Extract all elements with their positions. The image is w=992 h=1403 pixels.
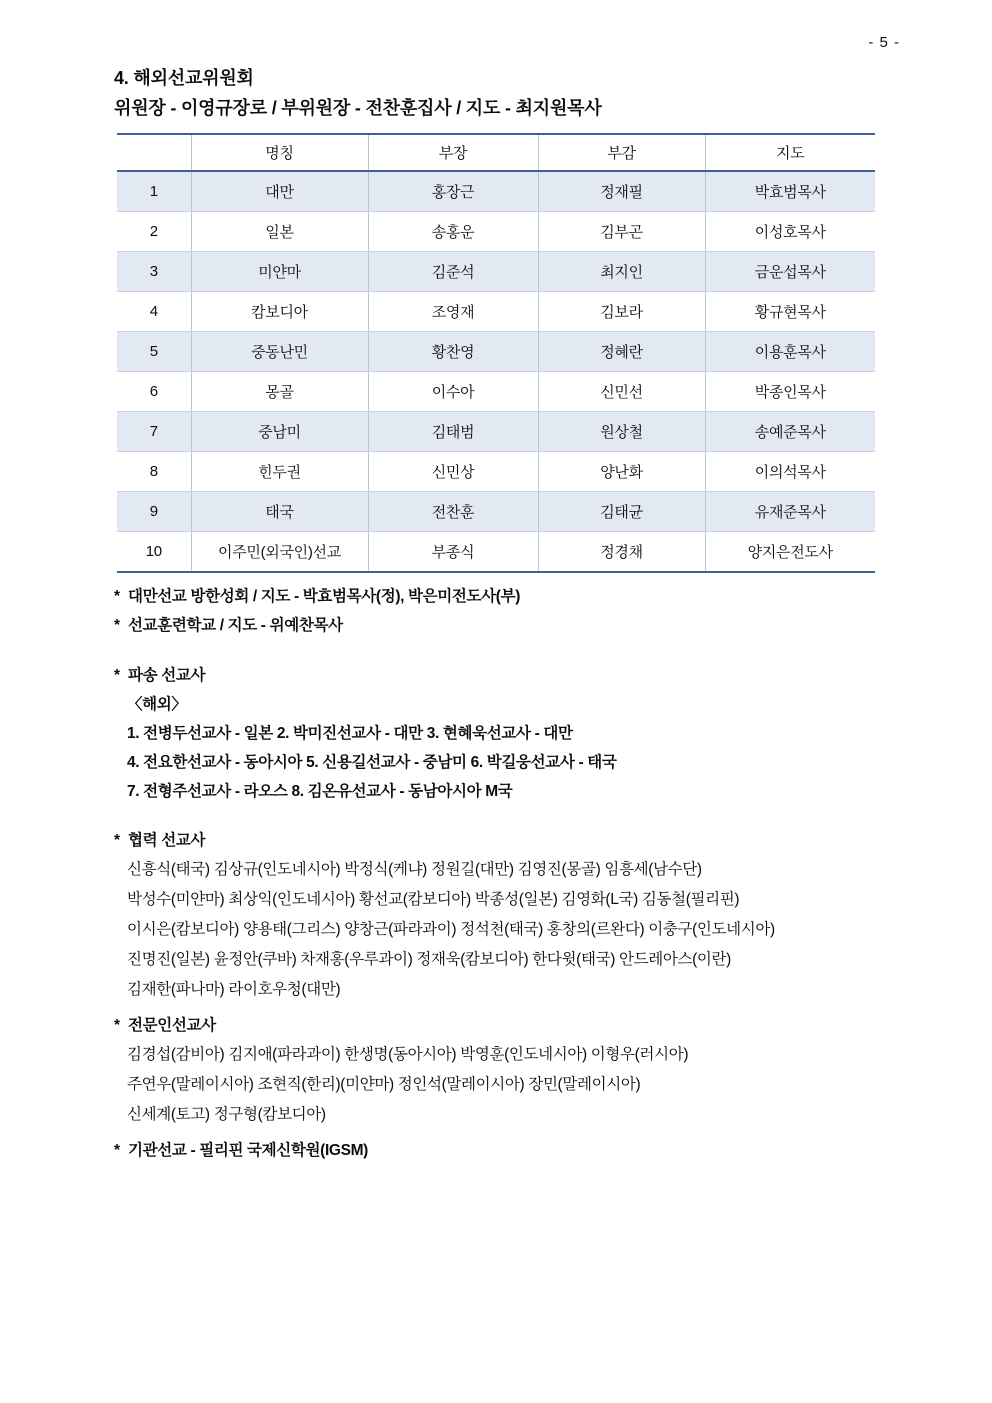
cooperative-heading-text: 협력 선교사 xyxy=(128,832,206,849)
cell-no: 3 xyxy=(117,252,191,292)
institution-text: 기관선교 - 필리핀 국제신학원(IGSM) xyxy=(128,1142,368,1159)
table-row xyxy=(117,252,875,292)
cell-guide: 이용훈목사 xyxy=(705,332,875,372)
dispatched-line: 7. 전형주선교사 - 라오스 8. 김온유선교사 - 동남아시아 M국 xyxy=(127,783,513,800)
table-row xyxy=(117,452,875,492)
cell-head: 김태범 xyxy=(368,412,538,452)
cell-name: 미얀마 xyxy=(191,252,368,292)
asterisk-icon: * xyxy=(114,617,120,634)
asterisk-icon: * xyxy=(114,1142,120,1159)
cell-no: 1 xyxy=(117,171,191,212)
table-row xyxy=(117,412,875,452)
dispatched-line: 1. 전병두선교사 - 일본 2. 박미진선교사 - 대만 3. 현혜욱선교사 - 대만 xyxy=(127,725,573,742)
table-row xyxy=(117,532,875,573)
cell-name: 힌두권 xyxy=(191,452,368,492)
cooperative-line: 진명진(일본) 윤정안(쿠바) 차재홍(우루과이) 정재욱(캄보디아) 한다윗(태국) 안드레아스(이란) xyxy=(127,951,731,968)
cell-head: 김준석 xyxy=(368,252,538,292)
cell-name: 태국 xyxy=(191,492,368,532)
table-header-row xyxy=(117,134,875,171)
cell-no: 10 xyxy=(117,532,191,573)
cell-no: 6 xyxy=(117,372,191,412)
column-header-guide: 지도 xyxy=(705,134,875,171)
column-header-vice: 부감 xyxy=(538,134,705,171)
dispatched-subheading: 〈해외〉 xyxy=(127,696,187,713)
cell-head: 황찬영 xyxy=(368,332,538,372)
asterisk-icon: * xyxy=(114,588,120,605)
dispatched-line: 4. 전요한선교사 - 동아시아 5. 신용길선교사 - 중남미 6. 박길웅선교사 - 태국 xyxy=(127,754,617,771)
cell-vice: 양난화 xyxy=(538,452,705,492)
column-header-head: 부장 xyxy=(368,134,538,171)
cell-guide: 양지은전도사 xyxy=(705,532,875,573)
committee-table-container xyxy=(117,133,875,573)
cell-name: 중동난민 xyxy=(191,332,368,372)
cell-head: 조영재 xyxy=(368,292,538,332)
column-header-name: 명칭 xyxy=(191,134,368,171)
asterisk-icon: * xyxy=(114,667,120,684)
cell-vice: 김부곤 xyxy=(538,212,705,252)
cell-vice: 정경채 xyxy=(538,532,705,573)
overseas-mission-committee-table xyxy=(117,133,875,573)
committee-leadership-line: 위원장 - 이영규장로 / 부위원장 - 전찬훈집사 / 지도 - 최지원목사 xyxy=(114,98,602,118)
table-footnotes xyxy=(114,582,992,640)
cooperative-missionaries-section xyxy=(114,826,992,1005)
page-title: 4. 해외선교위원회 xyxy=(114,68,254,88)
institution-mission-section xyxy=(114,1136,992,1165)
cell-name: 이주민(외국인)선교 xyxy=(191,532,368,573)
asterisk-icon: * xyxy=(114,832,120,849)
table-row xyxy=(117,171,875,212)
table-row xyxy=(117,332,875,372)
cell-guide: 이의석목사 xyxy=(705,452,875,492)
cooperative-line: 박성수(미얀마) 최상익(인도네시아) 황선교(캄보디아) 박종성(일본) 김영화(L국) 김동철(필리핀) xyxy=(127,891,740,908)
cell-head: 전찬훈 xyxy=(368,492,538,532)
cooperative-line: 김재한(파나마) 라이호우청(대만) xyxy=(127,981,341,998)
cell-head: 송홍운 xyxy=(368,212,538,252)
cell-vice: 최지인 xyxy=(538,252,705,292)
cell-no: 5 xyxy=(117,332,191,372)
footnote-text: 대만선교 방한성회 / 지도 - 박효범목사(정), 박은미전도사(부) xyxy=(128,588,521,605)
footnote-line xyxy=(114,582,992,611)
professional-line: 주연우(말레이시아) 조현직(한리)(미얀마) 정인석(말레이시아) 장민(말레이시아) xyxy=(127,1076,641,1093)
table-body xyxy=(117,171,875,572)
cooperative-line: 이시은(캄보디아) 양용태(그리스) 양창근(파라과이) 정석천(태국) 홍창의(르완다) 이충구(인도네시아) xyxy=(127,921,775,938)
professional-heading xyxy=(114,1011,992,1040)
cooperative-line: 신흥식(태국) 김상규(인도네시아) 박정식(케냐) 정원길(대만) 김영진(몽골) 임흥세(남수단) xyxy=(127,861,702,878)
table-row xyxy=(117,292,875,332)
cell-name: 일본 xyxy=(191,212,368,252)
cell-no: 9 xyxy=(117,492,191,532)
cell-vice: 원상철 xyxy=(538,412,705,452)
professional-missionaries-section xyxy=(114,1011,992,1130)
cell-head: 부종식 xyxy=(368,532,538,573)
page-number: - 5 - xyxy=(868,34,900,51)
cooperative-heading xyxy=(114,826,992,855)
cell-guide: 박효범목사 xyxy=(705,171,875,212)
cell-no: 4 xyxy=(117,292,191,332)
asterisk-icon: * xyxy=(114,1017,120,1034)
cell-vice: 신민선 xyxy=(538,372,705,412)
cell-vice: 김태균 xyxy=(538,492,705,532)
cell-no: 2 xyxy=(117,212,191,252)
cell-name: 몽골 xyxy=(191,372,368,412)
dispatched-missionaries-section xyxy=(114,661,992,806)
cell-head: 홍장근 xyxy=(368,171,538,212)
table-header xyxy=(117,134,875,171)
column-header-index xyxy=(117,134,191,171)
cell-vice: 정혜란 xyxy=(538,332,705,372)
cell-guide: 금운섭목사 xyxy=(705,252,875,292)
table-row xyxy=(117,212,875,252)
footnote-line xyxy=(114,611,992,640)
cell-head: 신민상 xyxy=(368,452,538,492)
professional-line: 신세계(토고) 정구형(캄보디아) xyxy=(127,1106,326,1123)
institution-line xyxy=(114,1136,992,1165)
cell-no: 7 xyxy=(117,412,191,452)
cell-guide: 이성호목사 xyxy=(705,212,875,252)
cell-vice: 정재필 xyxy=(538,171,705,212)
cell-no: 8 xyxy=(117,452,191,492)
cell-guide: 송예준목사 xyxy=(705,412,875,452)
table-row xyxy=(117,492,875,532)
dispatched-heading xyxy=(114,661,992,690)
cell-name: 캄보디아 xyxy=(191,292,368,332)
table-row xyxy=(117,372,875,412)
footnote-text: 선교훈련학교 / 지도 - 위예찬목사 xyxy=(128,617,343,634)
cell-guide: 황규현목사 xyxy=(705,292,875,332)
cell-name: 대만 xyxy=(191,171,368,212)
cell-name: 중남미 xyxy=(191,412,368,452)
cell-guide: 박종인목사 xyxy=(705,372,875,412)
cell-guide: 유재준목사 xyxy=(705,492,875,532)
dispatched-heading-text: 파송 선교사 xyxy=(128,667,206,684)
cell-vice: 김보라 xyxy=(538,292,705,332)
cell-head: 이수아 xyxy=(368,372,538,412)
professional-line: 김경섭(감비아) 김지애(파라과이) 한생명(동아시아) 박영훈(인도네시아) 이형우(러시아) xyxy=(127,1046,689,1063)
professional-heading-text: 전문인선교사 xyxy=(128,1017,216,1034)
